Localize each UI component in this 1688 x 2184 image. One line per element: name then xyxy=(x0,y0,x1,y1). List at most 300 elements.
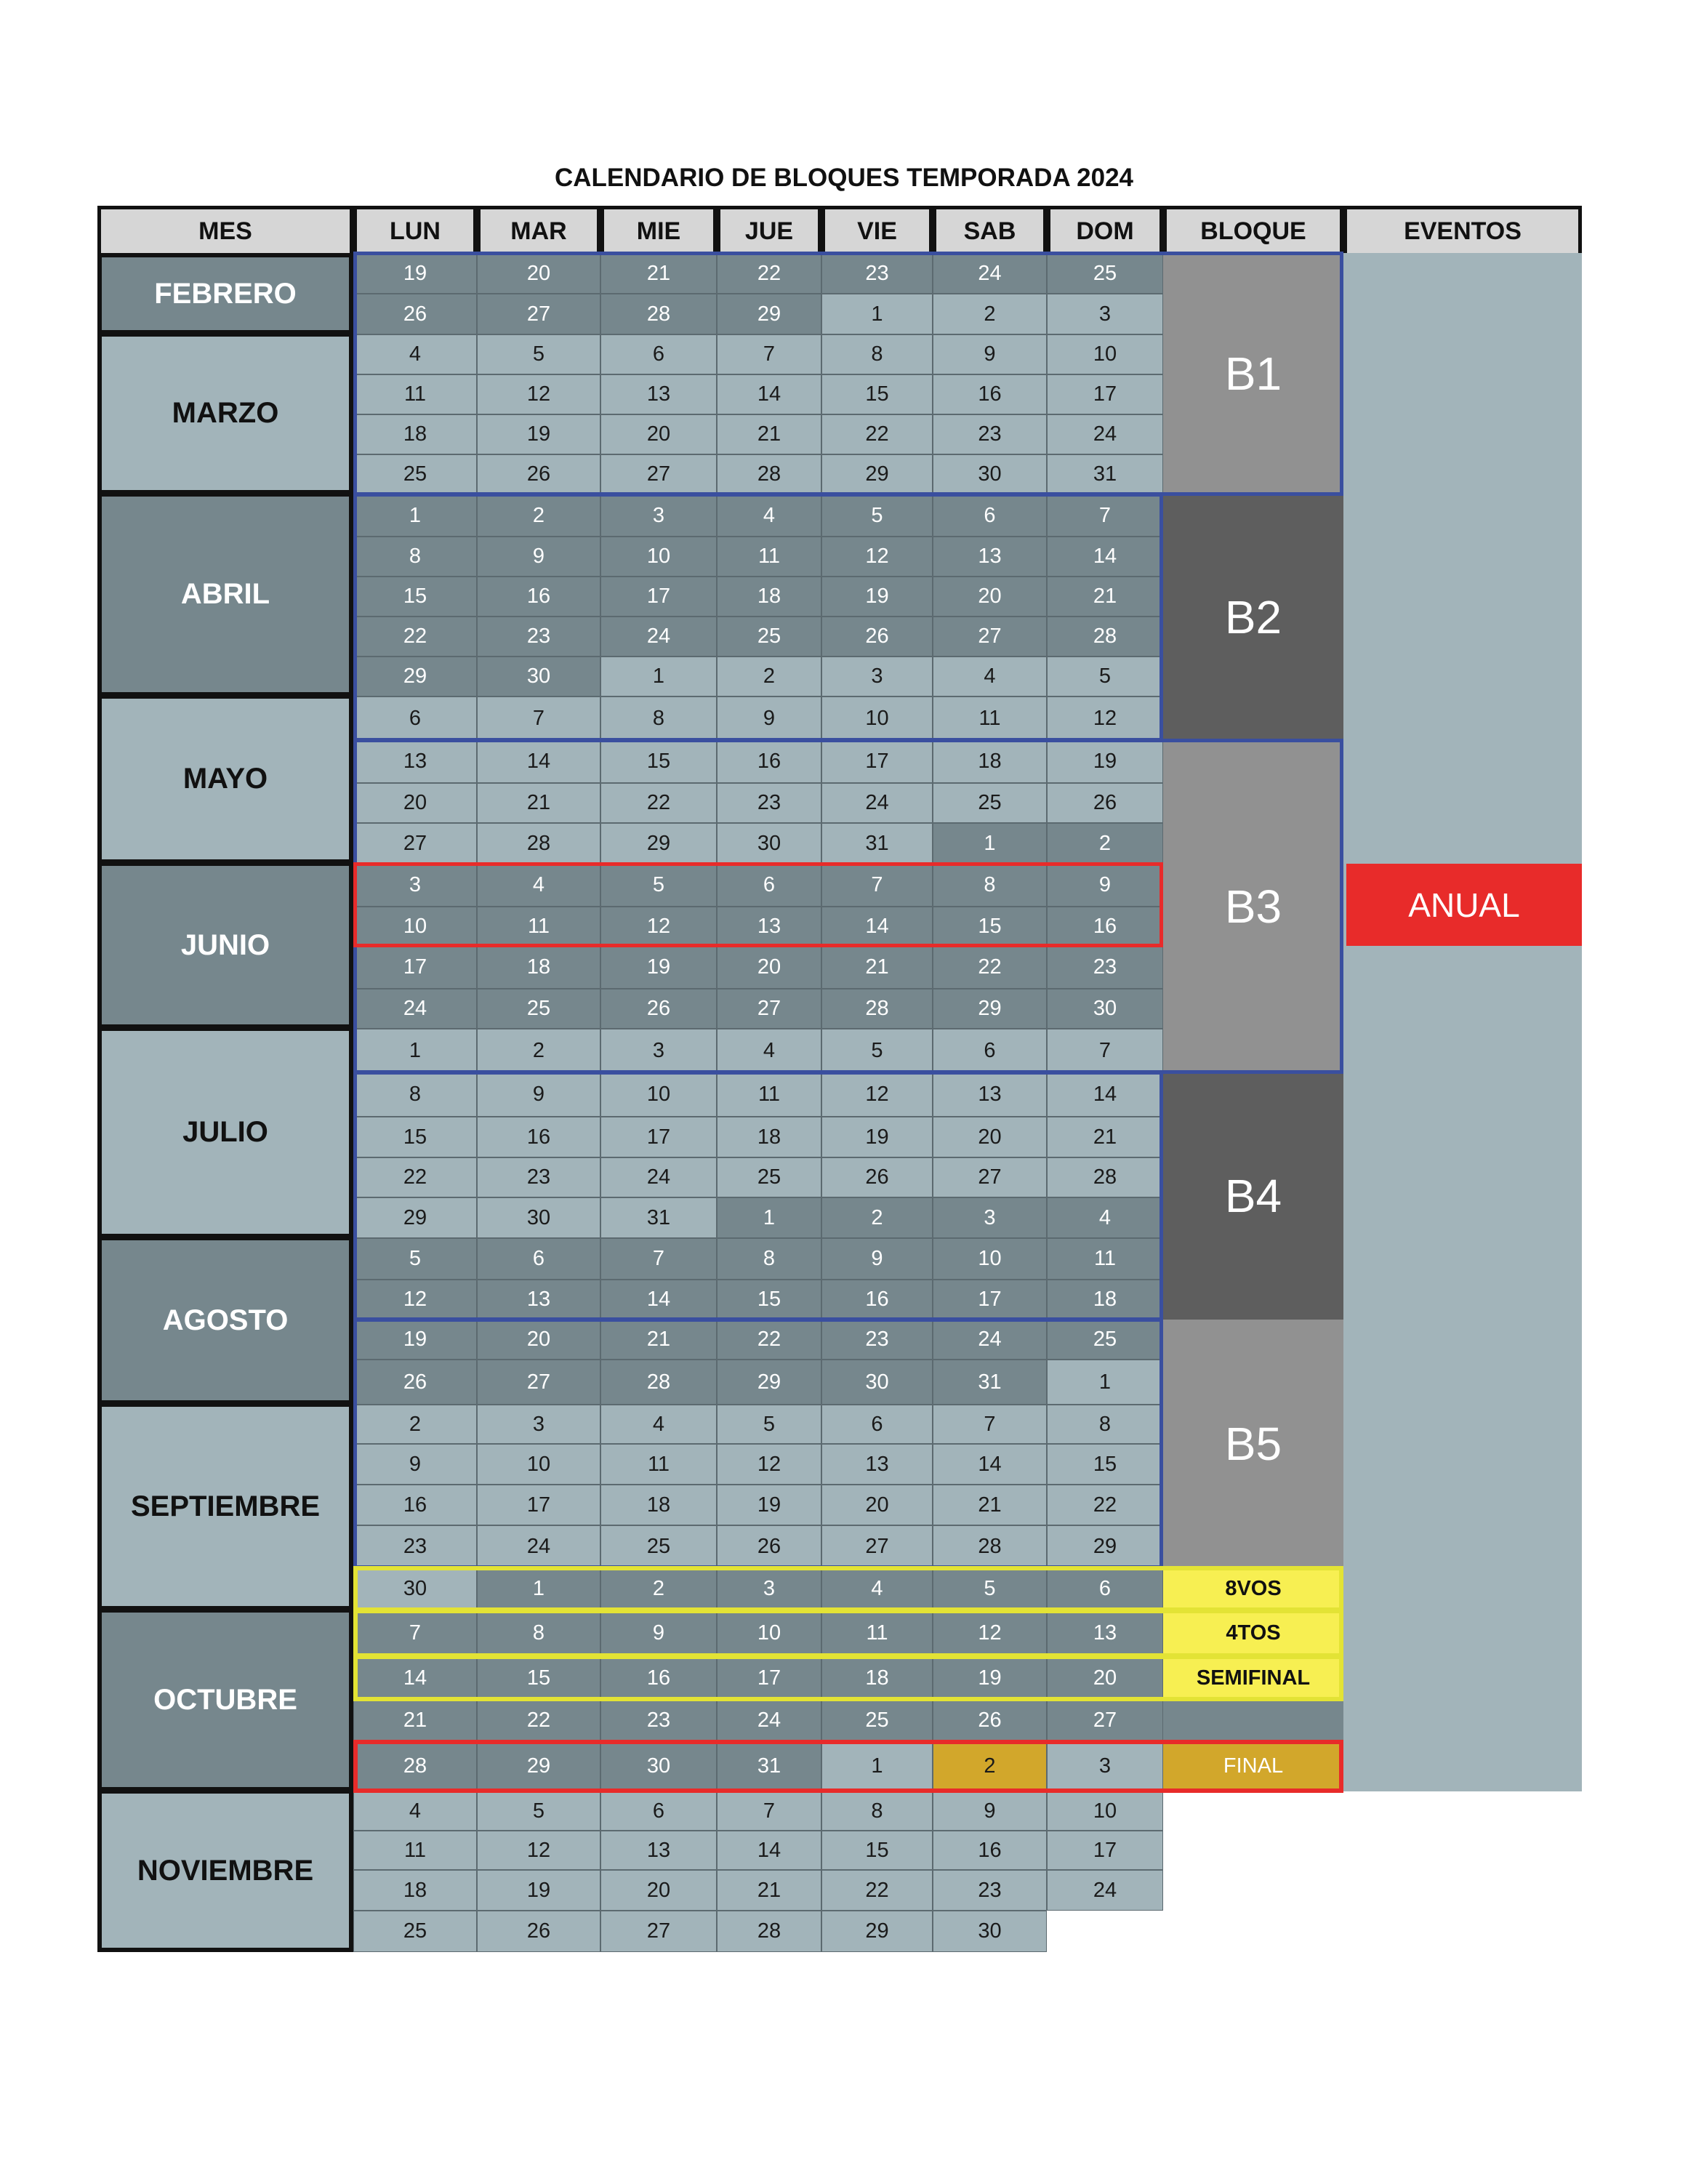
day-cell: 19 xyxy=(353,253,477,294)
day-cell: 4 xyxy=(717,1029,821,1072)
day-cell: 20 xyxy=(353,783,477,823)
day-cell: 13 xyxy=(717,907,821,946)
day-cell: 22 xyxy=(353,617,477,657)
day-cell: 12 xyxy=(717,1444,821,1485)
day-cell: 6 xyxy=(717,864,821,907)
day-cell: 6 xyxy=(600,334,717,374)
day-cell: 12 xyxy=(821,537,933,577)
stage-8vos: 8VOS xyxy=(1163,1567,1343,1610)
day-cell: 12 xyxy=(477,1831,600,1870)
day-cell: 2 xyxy=(477,494,600,537)
day-cell: 2 xyxy=(477,1029,600,1072)
day-cell: 16 xyxy=(477,577,600,617)
day-cell: 24 xyxy=(477,1525,600,1567)
header-vie: VIE xyxy=(821,206,933,257)
day-cell: 2 xyxy=(717,657,821,696)
day-cell: 22 xyxy=(600,783,717,823)
day-cell: 24 xyxy=(353,989,477,1029)
day-cell: 5 xyxy=(477,334,600,374)
day-cell: 27 xyxy=(600,1911,717,1952)
day-cell: 26 xyxy=(933,1700,1047,1741)
day-cell: 9 xyxy=(933,334,1047,374)
day-cell: 8 xyxy=(717,1238,821,1280)
day-cell: 11 xyxy=(821,1610,933,1656)
day-cell: 25 xyxy=(717,1157,821,1197)
day-cell: 29 xyxy=(477,1741,600,1791)
day-cell: 9 xyxy=(1047,864,1163,907)
events-panel xyxy=(1343,253,1582,1791)
day-cell: 27 xyxy=(717,989,821,1029)
day-cell: 19 xyxy=(821,577,933,617)
day-cell: 22 xyxy=(353,1157,477,1197)
day-cell: 7 xyxy=(821,864,933,907)
day-cell: 6 xyxy=(477,1238,600,1280)
day-cell: 5 xyxy=(933,1567,1047,1610)
day-cell: 28 xyxy=(1047,1157,1163,1197)
day-cell: 30 xyxy=(477,1197,600,1238)
day-cell: 20 xyxy=(600,1870,717,1911)
month-marzo: MARZO xyxy=(97,334,353,494)
day-cell: 25 xyxy=(933,783,1047,823)
day-cell: 6 xyxy=(600,1791,717,1831)
day-cell: 2 xyxy=(1047,823,1163,864)
day-cell: 1 xyxy=(353,1029,477,1072)
month-agosto: AGOSTO xyxy=(97,1238,353,1405)
month-febrero: FEBRERO xyxy=(97,253,353,334)
day-cell: 4 xyxy=(353,334,477,374)
day-cell: 28 xyxy=(821,989,933,1029)
day-cell: 21 xyxy=(353,1700,477,1741)
day-cell: 10 xyxy=(1047,334,1163,374)
day-cell: 5 xyxy=(821,494,933,537)
day-cell: 6 xyxy=(1047,1567,1163,1610)
day-cell: 22 xyxy=(717,1320,821,1360)
day-cell: 15 xyxy=(600,740,717,783)
day-cell: 20 xyxy=(933,1117,1047,1157)
day-cell: 6 xyxy=(353,696,477,740)
day-cell: 7 xyxy=(717,334,821,374)
block-b1: B1 xyxy=(1163,253,1343,494)
header-eventos: EVENTOS xyxy=(1343,206,1582,257)
day-cell: 26 xyxy=(717,1525,821,1567)
day-cell: 29 xyxy=(933,989,1047,1029)
block-b3: B3 xyxy=(1163,740,1343,1072)
day-cell: 17 xyxy=(717,1656,821,1700)
day-cell: 15 xyxy=(821,374,933,414)
day-cell: 29 xyxy=(717,1360,821,1405)
day-cell: 27 xyxy=(933,617,1047,657)
block-b2: B2 xyxy=(1163,494,1343,740)
day-cell: 19 xyxy=(600,946,717,989)
day-cell: 8 xyxy=(600,696,717,740)
day-cell: 29 xyxy=(821,1911,933,1952)
header-lun: LUN xyxy=(353,206,477,257)
day-cell: 20 xyxy=(933,577,1047,617)
day-cell: 27 xyxy=(821,1525,933,1567)
day-cell: 3 xyxy=(477,1405,600,1444)
month-mayo: MAYO xyxy=(97,696,353,864)
day-cell: 23 xyxy=(1047,946,1163,989)
day-cell: 12 xyxy=(477,374,600,414)
day-cell: 22 xyxy=(821,1870,933,1911)
day-cell: 28 xyxy=(477,823,600,864)
day-cell: 9 xyxy=(477,537,600,577)
day-cell: 23 xyxy=(933,414,1047,454)
day-cell: 5 xyxy=(353,1238,477,1280)
day-cell: 9 xyxy=(600,1610,717,1656)
day-cell: 3 xyxy=(600,494,717,537)
day-cell: 1 xyxy=(821,294,933,334)
day-cell: 13 xyxy=(933,1072,1047,1117)
day-cell: 24 xyxy=(933,1320,1047,1360)
day-cell: 1 xyxy=(717,1197,821,1238)
day-cell: 30 xyxy=(821,1360,933,1405)
day-cell: 29 xyxy=(353,657,477,696)
day-cell: 16 xyxy=(933,1831,1047,1870)
day-cell: 28 xyxy=(933,1525,1047,1567)
day-cell: 26 xyxy=(821,617,933,657)
day-cell: 13 xyxy=(933,537,1047,577)
day-cell: 15 xyxy=(717,1280,821,1320)
stage-final: FINAL xyxy=(1163,1741,1343,1791)
month-noviembre: NOVIEMBRE xyxy=(97,1791,353,1952)
day-cell: 16 xyxy=(353,1485,477,1525)
day-cell: 6 xyxy=(933,1029,1047,1072)
day-cell: 24 xyxy=(821,783,933,823)
header-jue: JUE xyxy=(717,206,821,257)
day-cell: 16 xyxy=(717,740,821,783)
day-cell: 17 xyxy=(933,1280,1047,1320)
day-cell: 16 xyxy=(821,1280,933,1320)
day-cell: 2 xyxy=(933,294,1047,334)
day-cell: 23 xyxy=(933,1870,1047,1911)
day-cell: 15 xyxy=(353,1117,477,1157)
block-b4: B4 xyxy=(1163,1072,1343,1320)
day-cell: 26 xyxy=(477,1911,600,1952)
day-cell: 28 xyxy=(717,1911,821,1952)
day-cell: 21 xyxy=(717,414,821,454)
day-cell: 16 xyxy=(477,1117,600,1157)
day-cell: 18 xyxy=(1047,1280,1163,1320)
day-cell: 10 xyxy=(600,1072,717,1117)
day-cell: 7 xyxy=(933,1405,1047,1444)
day-cell: 30 xyxy=(600,1741,717,1791)
day-cell: 1 xyxy=(821,1741,933,1791)
month-octubre: OCTUBRE xyxy=(97,1610,353,1791)
day-cell: 19 xyxy=(353,1320,477,1360)
day-cell: 11 xyxy=(353,1831,477,1870)
day-cell: 22 xyxy=(933,946,1047,989)
day-cell: 23 xyxy=(600,1700,717,1741)
day-cell: 8 xyxy=(353,1072,477,1117)
day-cell: 7 xyxy=(1047,494,1163,537)
day-cell: 29 xyxy=(717,294,821,334)
day-cell: 19 xyxy=(1047,740,1163,783)
day-cell: 15 xyxy=(933,907,1047,946)
day-cell: 20 xyxy=(477,253,600,294)
day-cell: 24 xyxy=(1047,1870,1163,1911)
day-cell: 24 xyxy=(600,1157,717,1197)
day-cell: 1 xyxy=(600,657,717,696)
day-cell: 26 xyxy=(353,294,477,334)
day-cell: 30 xyxy=(1047,989,1163,1029)
day-cell: 21 xyxy=(933,1485,1047,1525)
day-cell: 5 xyxy=(1047,657,1163,696)
day-cell: 24 xyxy=(600,617,717,657)
day-cell: 23 xyxy=(353,1525,477,1567)
day-cell: 5 xyxy=(477,1791,600,1831)
day-cell: 1 xyxy=(477,1567,600,1610)
day-cell: 22 xyxy=(821,414,933,454)
day-cell: 20 xyxy=(821,1485,933,1525)
day-cell: 4 xyxy=(1047,1197,1163,1238)
day-cell: 4 xyxy=(717,494,821,537)
day-cell: 21 xyxy=(600,253,717,294)
day-cell: 19 xyxy=(717,1485,821,1525)
day-cell: 23 xyxy=(477,617,600,657)
day-cell: 26 xyxy=(477,454,600,494)
day-cell: 31 xyxy=(933,1360,1047,1405)
day-cell: 23 xyxy=(821,1320,933,1360)
day-cell: 11 xyxy=(717,537,821,577)
day-cell: 14 xyxy=(933,1444,1047,1485)
day-cell: 28 xyxy=(600,294,717,334)
day-cell: 22 xyxy=(717,253,821,294)
day-cell: 26 xyxy=(821,1157,933,1197)
stage-semifinal: SEMIFINAL xyxy=(1163,1656,1343,1700)
day-cell: 15 xyxy=(477,1656,600,1700)
day-cell: 24 xyxy=(1047,414,1163,454)
day-cell: 10 xyxy=(1047,1791,1163,1831)
day-cell: 29 xyxy=(353,1197,477,1238)
day-cell: 6 xyxy=(933,494,1047,537)
day-cell: 14 xyxy=(1047,537,1163,577)
day-cell: 10 xyxy=(717,1610,821,1656)
day-cell: 3 xyxy=(933,1197,1047,1238)
day-cell: 3 xyxy=(821,657,933,696)
day-cell: 9 xyxy=(821,1238,933,1280)
day-cell: 7 xyxy=(353,1610,477,1656)
day-cell: 21 xyxy=(1047,577,1163,617)
day-cell: 14 xyxy=(717,374,821,414)
day-cell: 31 xyxy=(717,1741,821,1791)
month-julio: JULIO xyxy=(97,1029,353,1238)
day-cell: 25 xyxy=(717,617,821,657)
day-cell: 11 xyxy=(1047,1238,1163,1280)
day-cell: 11 xyxy=(933,696,1047,740)
day-cell: 25 xyxy=(600,1525,717,1567)
day-cell: 8 xyxy=(353,537,477,577)
day-cell: 9 xyxy=(933,1791,1047,1831)
day-cell: 23 xyxy=(477,1157,600,1197)
day-cell: 18 xyxy=(477,946,600,989)
day-cell: 9 xyxy=(717,696,821,740)
day-cell: 13 xyxy=(477,1280,600,1320)
day-cell: 17 xyxy=(1047,374,1163,414)
day-cell: 19 xyxy=(477,1870,600,1911)
day-cell: 3 xyxy=(1047,1741,1163,1791)
day-cell: 11 xyxy=(717,1072,821,1117)
day-cell: 18 xyxy=(353,414,477,454)
day-cell: 31 xyxy=(1047,454,1163,494)
month-junio: JUNIO xyxy=(97,864,353,1029)
day-cell: 14 xyxy=(353,1656,477,1700)
day-cell: 28 xyxy=(353,1741,477,1791)
header-sab: SAB xyxy=(933,206,1047,257)
day-cell: 28 xyxy=(600,1360,717,1405)
day-cell: 23 xyxy=(717,783,821,823)
day-cell: 18 xyxy=(353,1870,477,1911)
day-cell: 15 xyxy=(353,577,477,617)
header-dom: DOM xyxy=(1047,206,1163,257)
day-cell: 29 xyxy=(600,823,717,864)
day-cell: 21 xyxy=(821,946,933,989)
day-cell: 14 xyxy=(717,1831,821,1870)
day-cell: 6 xyxy=(821,1405,933,1444)
day-cell: 25 xyxy=(477,989,600,1029)
day-cell: 4 xyxy=(477,864,600,907)
day-cell: 3 xyxy=(717,1567,821,1610)
day-cell: 8 xyxy=(821,1791,933,1831)
day-cell: 21 xyxy=(600,1320,717,1360)
day-cell: 21 xyxy=(1047,1117,1163,1157)
day-cell: 12 xyxy=(1047,696,1163,740)
page-title: CALENDARIO DE BLOQUES TEMPORADA 2024 xyxy=(554,164,1134,192)
day-cell: 9 xyxy=(477,1072,600,1117)
day-cell: 17 xyxy=(1047,1831,1163,1870)
day-cell: 7 xyxy=(717,1791,821,1831)
day-cell: 25 xyxy=(353,1911,477,1952)
day-cell: 1 xyxy=(353,494,477,537)
day-cell: 3 xyxy=(353,864,477,907)
day-cell: 12 xyxy=(600,907,717,946)
day-cell: 21 xyxy=(477,783,600,823)
day-cell: 19 xyxy=(477,414,600,454)
day-cell: 17 xyxy=(353,946,477,989)
day-cell: 23 xyxy=(821,253,933,294)
day-cell: 18 xyxy=(717,1117,821,1157)
day-cell: 17 xyxy=(600,1117,717,1157)
day-cell: 14 xyxy=(477,740,600,783)
day-cell: 11 xyxy=(353,374,477,414)
day-cell: 1 xyxy=(933,823,1047,864)
day-cell: 27 xyxy=(600,454,717,494)
day-cell: 18 xyxy=(821,1656,933,1700)
day-cell: 10 xyxy=(821,696,933,740)
day-cell: 17 xyxy=(600,577,717,617)
day-cell: 5 xyxy=(821,1029,933,1072)
day-cell: 30 xyxy=(933,454,1047,494)
day-cell: 30 xyxy=(933,1911,1047,1952)
day-cell: 17 xyxy=(477,1485,600,1525)
day-cell: 27 xyxy=(477,294,600,334)
block-gap xyxy=(1163,1700,1343,1741)
day-cell: 2 xyxy=(353,1405,477,1444)
day-cell: 8 xyxy=(821,334,933,374)
day-cell: 5 xyxy=(717,1405,821,1444)
day-cell: 26 xyxy=(1047,783,1163,823)
day-cell: 27 xyxy=(933,1157,1047,1197)
day-cell: 10 xyxy=(933,1238,1047,1280)
day-cell: 31 xyxy=(600,1197,717,1238)
day-cell: 2 xyxy=(933,1741,1047,1791)
day-cell: 30 xyxy=(717,823,821,864)
day-cell: 19 xyxy=(933,1656,1047,1700)
day-cell: 20 xyxy=(600,414,717,454)
day-cell: 20 xyxy=(717,946,821,989)
day-cell: 4 xyxy=(933,657,1047,696)
day-cell: 12 xyxy=(821,1072,933,1117)
day-cell: 27 xyxy=(477,1360,600,1405)
day-cell: 18 xyxy=(933,740,1047,783)
day-cell: 10 xyxy=(477,1444,600,1485)
day-cell: 13 xyxy=(353,740,477,783)
day-cell: 5 xyxy=(600,864,717,907)
day-cell: 13 xyxy=(600,1831,717,1870)
header-mes: MES xyxy=(97,206,353,257)
day-cell: 24 xyxy=(933,253,1047,294)
day-cell: 24 xyxy=(717,1700,821,1741)
day-cell: 7 xyxy=(477,696,600,740)
day-cell: 14 xyxy=(1047,1072,1163,1117)
day-cell: 3 xyxy=(1047,294,1163,334)
day-cell: 7 xyxy=(1047,1029,1163,1072)
day-cell: 25 xyxy=(821,1700,933,1741)
day-cell: 8 xyxy=(477,1610,600,1656)
day-cell: 12 xyxy=(933,1610,1047,1656)
day-cell: 30 xyxy=(477,657,600,696)
day-cell: 2 xyxy=(821,1197,933,1238)
day-cell: 14 xyxy=(600,1280,717,1320)
block-b5: B5 xyxy=(1163,1320,1343,1567)
day-cell: 30 xyxy=(353,1567,477,1610)
header-mar: MAR xyxy=(477,206,600,257)
day-cell: 16 xyxy=(933,374,1047,414)
day-cell: 16 xyxy=(600,1656,717,1700)
day-cell: 22 xyxy=(1047,1485,1163,1525)
day-cell: 12 xyxy=(353,1280,477,1320)
month-abril: ABRIL xyxy=(97,494,353,696)
day-cell: 20 xyxy=(1047,1656,1163,1700)
day-cell: 28 xyxy=(1047,617,1163,657)
day-cell: 26 xyxy=(353,1360,477,1405)
day-cell: 4 xyxy=(353,1791,477,1831)
event-anual: ANUAL xyxy=(1346,864,1582,946)
day-cell: 29 xyxy=(1047,1525,1163,1567)
day-cell: 21 xyxy=(717,1870,821,1911)
header-bloque: BLOQUE xyxy=(1163,206,1343,257)
day-cell: 4 xyxy=(600,1405,717,1444)
day-cell: 15 xyxy=(821,1831,933,1870)
header-mie: MIE xyxy=(600,206,717,257)
day-cell: 7 xyxy=(600,1238,717,1280)
day-cell: 18 xyxy=(600,1485,717,1525)
day-cell: 19 xyxy=(821,1117,933,1157)
day-cell: 31 xyxy=(821,823,933,864)
day-cell: 11 xyxy=(600,1444,717,1485)
day-cell: 25 xyxy=(353,454,477,494)
day-cell: 13 xyxy=(600,374,717,414)
day-cell: 10 xyxy=(353,907,477,946)
day-cell: 15 xyxy=(1047,1444,1163,1485)
day-cell: 14 xyxy=(821,907,933,946)
day-cell: 3 xyxy=(600,1029,717,1072)
day-cell: 25 xyxy=(1047,1320,1163,1360)
day-cell: 1 xyxy=(1047,1360,1163,1405)
day-cell: 2 xyxy=(600,1567,717,1610)
day-cell: 22 xyxy=(477,1700,600,1741)
day-cell: 10 xyxy=(600,537,717,577)
